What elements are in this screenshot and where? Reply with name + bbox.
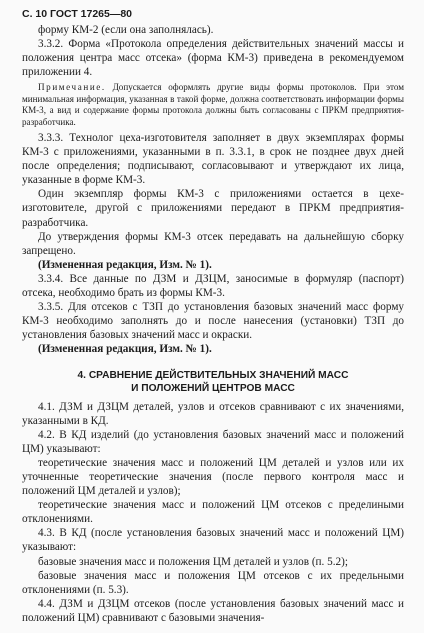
paragraph: До утверждения формы КМ-3 отсек передавать на дальнейшую сборку запрещено. xyxy=(22,230,404,257)
paragraph: форму КМ-2 (если она заполнялась). xyxy=(38,24,214,36)
paragraph: теоретические значения масс и положений ЦМ отсеков с пределиными отклонениями. xyxy=(22,499,404,526)
paragraph: теоретические значения масс и положений ЦМ деталей и узлов или их уточненные теоретические значения (после первого контроля масс и положений ЦМ деталей и узлов); xyxy=(22,456,404,498)
section-title-line: И ПОЛОЖЕНИЙ ЦЕНТРОВ МАСС xyxy=(131,382,295,394)
paragraph: 4.2. В КД изделий (до установления базовых значений масс и положений ЦМ) указывают: xyxy=(22,428,404,455)
paragraph: 4.3. В КД (после установления базовых значений масс и положений ЦМ) указывают: xyxy=(22,527,404,554)
section-title-line: 4. СРАВНЕНИЕ ДЕЙСТВИТЕЛЬНЫХ ЗНАЧЕНИЙ МАСС xyxy=(77,369,349,381)
paragraph: 3.3.2. Форма «Протокола определения действительных значений массы и положения центра масс отсека» (форма КМ-3) приведена в рекомендуемом приложении 4. xyxy=(22,38,404,79)
note xyxy=(22,82,404,128)
paragraph: базовые значения масс и положения ЦМ деталей и узлов (п. 5.2); xyxy=(38,555,348,568)
note-text: Допускается оформлять другие виды формы протоколов. При этом минимальная информация, указанная в такой форме, должна соответствовать информации формы КМ-3, а вид и содержание формы протокола должны быть согласованы с ПРКМ предприятия-разработчика. xyxy=(22,82,404,127)
note-label: Примечание. xyxy=(38,82,106,93)
page-header: С. 10 ГОСТ 17265—80 xyxy=(22,8,133,20)
amendment-note: (Измененная редакция, Изм. № 1). xyxy=(38,343,212,356)
paragraph: 3.3.3. Технолог цеха-изготовителя заполняет в двух экземплярах формы КМ-3 с приложениями, указанными в п. 3.3.1, в срок не позднее двух дней после определения; подписывают, согласовывают и утверждают их лица, указанные в форме КМ-3. xyxy=(22,132,404,187)
paragraph: базовые значения масс и положения ЦМ отсеков с их предельными отклонениями (п. 5.3). xyxy=(22,569,404,596)
paragraph: 3.3.5. Для отсеков с ТЗП до установления базовых значений масс форму КМ-3 необходимо заполнять до и после нанесения (установки) ТЗП до установления базовых значений масс и окраски. xyxy=(22,301,404,342)
paragraph: 4.1. ДЗМ и ДЗЦМ деталей, узлов и отсеков сравнивают с их значениями, указанными в КД. xyxy=(22,400,404,427)
paragraph: Один экземпляр формы КМ-3 с приложениями остается в цехе-изготовителе, другой с приложениями передают в ПРКМ предприятия-разработчика. xyxy=(22,188,404,229)
section-title xyxy=(22,369,404,395)
amendment-note: (Измененная редакция, Изм. № 1). xyxy=(38,258,212,271)
paragraph: 3.3.4. Все данные по ДЗМ и ДЗЦМ, заносимые в формуляр (паспорт) отсека, необходимо брать из формы КМ-3. xyxy=(22,272,404,300)
paragraph: 4.4. ДЗМ и ДЗЦМ отсеков (после установления базовых значений масс и положений ЦМ) сравнивают с базовыми значения- xyxy=(22,597,404,624)
